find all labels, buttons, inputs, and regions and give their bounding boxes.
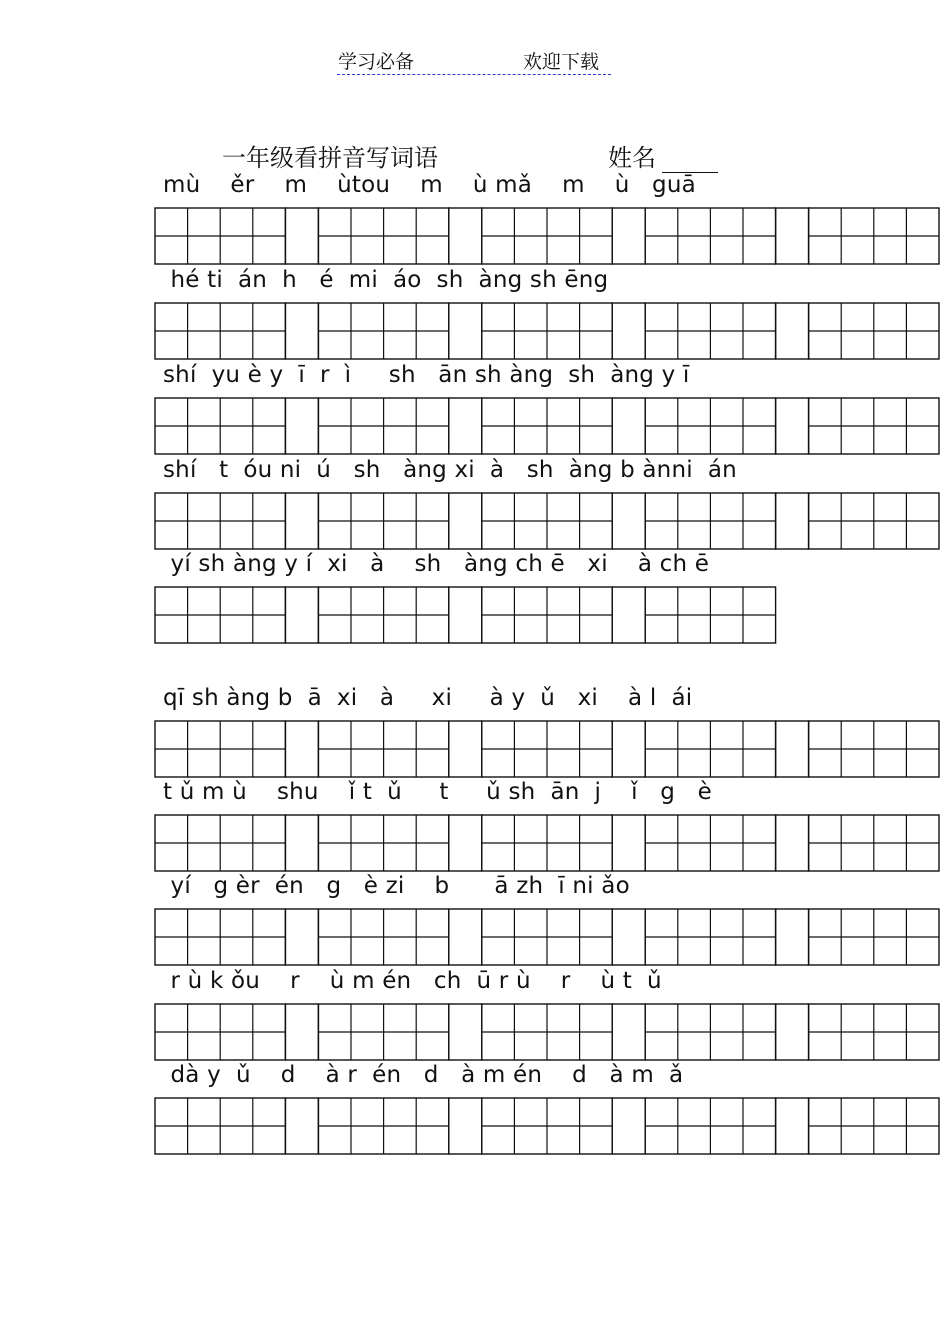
name-label: 姓名	[608, 144, 656, 172]
pinyin-line: shí t óu ni ú sh àng xi à sh àng b ànni án	[163, 457, 737, 483]
pinyin-line: yí sh àng y í xi à sh àng ch ē xi à ch ē	[163, 551, 710, 577]
header-left-text: 学习必备	[338, 51, 415, 73]
pinyin-line: shí yu è y ī r ì sh ān sh àng sh àng y ī	[163, 362, 690, 388]
pinyin-line: dà y ǔ d à r én d à m én d à m ǎ	[163, 1062, 684, 1088]
worksheet-title: 一年级看拼音写词语	[222, 144, 438, 172]
word-box[interactable]	[809, 1098, 939, 1154]
word-box[interactable]	[155, 1098, 285, 1154]
word-gap-frame	[776, 1098, 809, 1154]
word-gap-frame	[449, 1098, 482, 1154]
word-box[interactable]	[482, 1098, 612, 1154]
word-box[interactable]	[318, 1098, 448, 1154]
pinyin-line: t ǔ m ù shu ǐ t ǔ t ǔ sh ān j ǐ g è	[163, 779, 712, 805]
word-gap-frame	[612, 1098, 645, 1154]
word-box[interactable]	[645, 1098, 775, 1154]
header-right-text: 欢迎下载	[523, 51, 600, 73]
pinyin-line: r ù k ǒu r ù m én ch ū r ù r ù t ǔ	[163, 968, 662, 994]
pinyin-line: yí g èr én g è zi b ā zh ī ni ǎo	[163, 873, 630, 899]
pinyin-line: qī sh àng b ā xi à xi à y ǔ xi à l ái	[163, 685, 693, 711]
pinyin-line: mù ěr m ùtou m ù mǎ m ù guā	[163, 172, 696, 198]
word-gap-frame	[285, 1098, 318, 1154]
pinyin-line: hé ti án h é mi áo sh àng sh ēng	[163, 267, 609, 293]
